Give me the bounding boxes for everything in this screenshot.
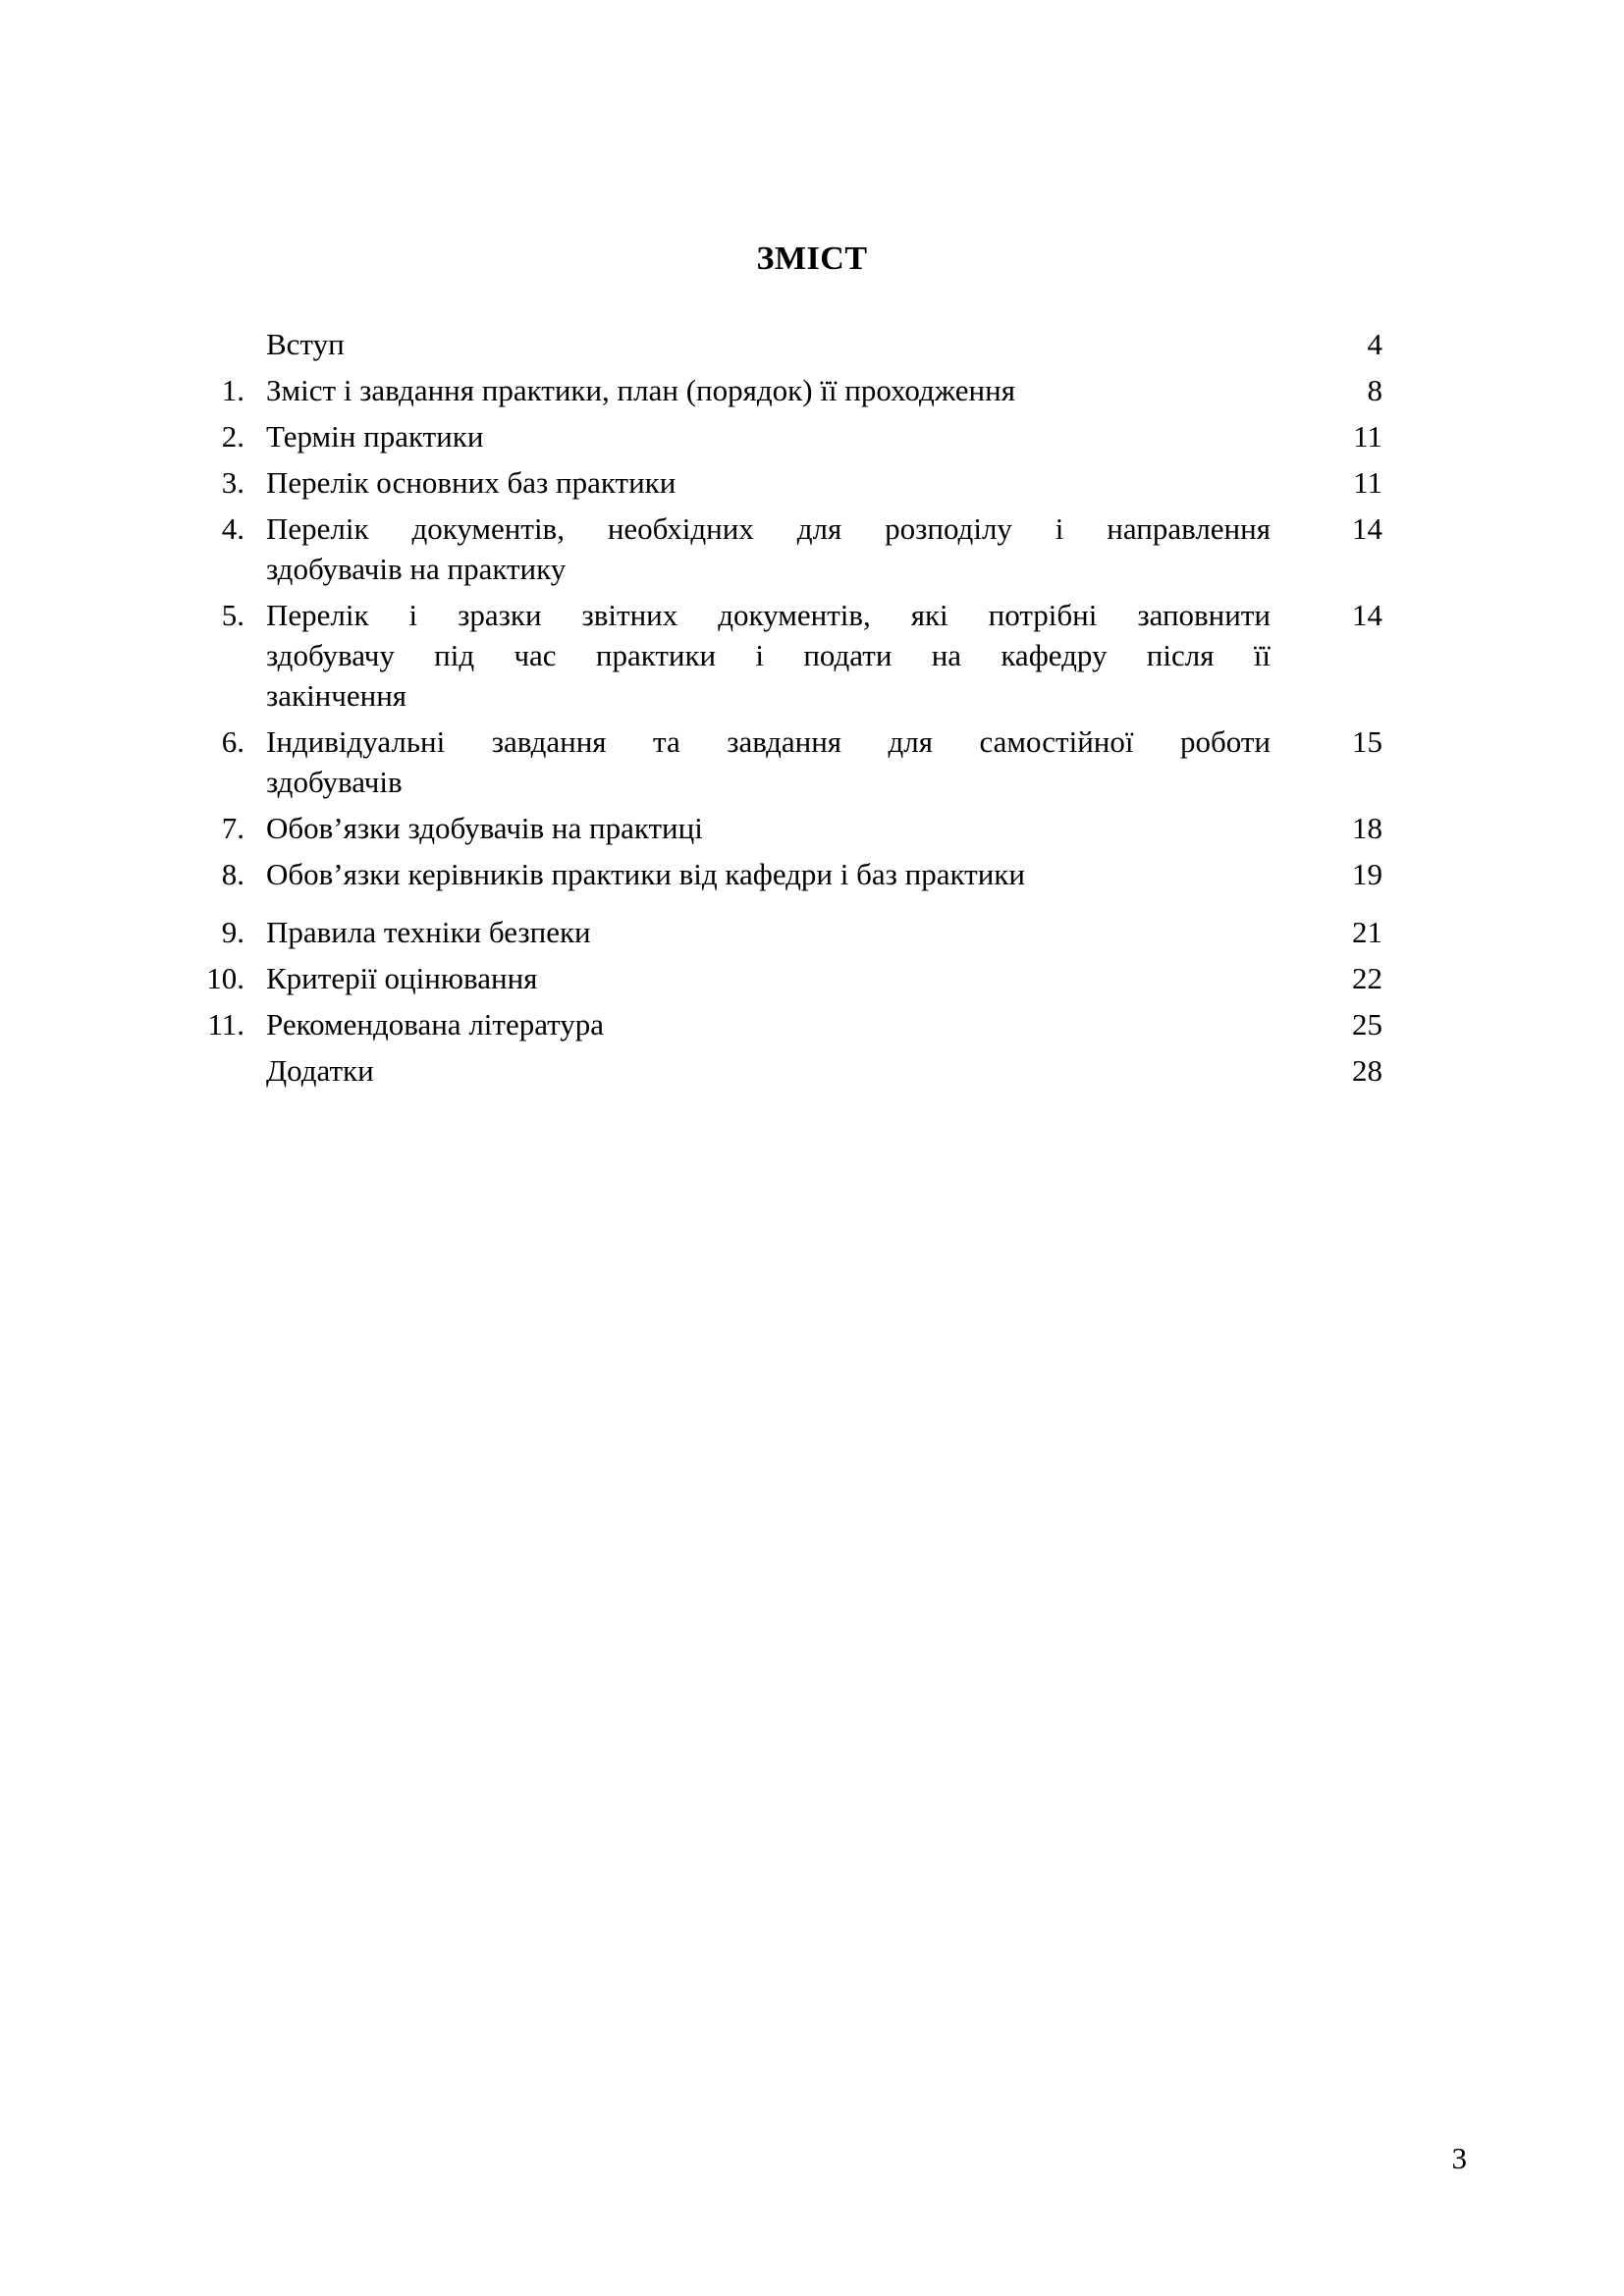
toc-entry-page-number: 22: [1352, 961, 1382, 995]
toc-entry-title[interactable]: [266, 595, 1298, 716]
toc-entry[interactable]: [189, 721, 1382, 802]
toc-entry-page-number: 28: [1352, 1053, 1382, 1088]
toc-entry-title[interactable]: Критерії оцінювання: [266, 961, 538, 995]
page-number-footer: 3: [1451, 2141, 1467, 2175]
toc-entry[interactable]: [189, 416, 1382, 456]
toc-entry[interactable]: [189, 808, 1382, 848]
toc-entry-page-number: 14: [1352, 598, 1382, 632]
toc-entry[interactable]: [189, 595, 1382, 716]
toc-entry-page-number: 15: [1352, 724, 1382, 759]
toc-entry-title[interactable]: [266, 508, 1298, 589]
toc-entry-title[interactable]: Додатки: [266, 1053, 374, 1088]
toc-entry-number: 11.: [207, 1007, 244, 1041]
toc-entry-page-number: 8: [1367, 373, 1382, 407]
toc-entry-title-line: здобувачів: [266, 765, 403, 799]
toc-entry-title[interactable]: Вступ: [266, 327, 345, 361]
toc-entry-number: 3.: [221, 465, 244, 500]
toc-entry-title[interactable]: Термін практики: [266, 419, 484, 454]
toc-entry[interactable]: [189, 912, 1382, 952]
toc-entry-title-line: Індивідуальні завдання та завдання для самостійної роботи: [266, 724, 1271, 759]
page-title: ЗМІСТ: [756, 240, 868, 277]
toc-entry-number: 8.: [221, 857, 244, 891]
table-of-contents: [189, 324, 1382, 1096]
toc-entry-title[interactable]: Правила техніки безпеки: [266, 915, 591, 949]
toc-entry-title-line: здобувачу під час практики і подати на кафедру після її: [266, 638, 1271, 672]
toc-entry-page-number: 25: [1352, 1007, 1382, 1041]
toc-entry-page-number: 19: [1352, 857, 1382, 891]
toc-entry-page-number: 21: [1352, 915, 1382, 949]
toc-entry-page-number: 11: [1353, 465, 1382, 500]
toc-entry-number: 6.: [221, 724, 244, 759]
toc-entry-title[interactable]: Обов’язки керівників практики від кафедри і баз практики: [266, 857, 1025, 891]
toc-entry[interactable]: [189, 1004, 1382, 1044]
toc-entry-title-line: здобувачів на практику: [266, 552, 567, 586]
toc-entry-title-line: Перелік документів, необхідних для розподілу і направлення: [266, 511, 1271, 546]
toc-entry-page-number: 11: [1353, 419, 1382, 454]
toc-entry-number: 4.: [221, 511, 244, 546]
toc-entry[interactable]: [189, 1050, 1382, 1091]
toc-entry-title-line: закінчення: [266, 678, 407, 713]
toc-entry-title-line: Перелік і зразки звітних документів, які потрібні заповнити: [266, 598, 1271, 632]
toc-entry[interactable]: [189, 854, 1382, 894]
toc-entry-title[interactable]: Обов’язки здобувачів на практиці: [266, 811, 703, 845]
toc-entry-page-number: 4: [1367, 327, 1382, 361]
toc-entry[interactable]: [189, 324, 1382, 364]
toc-entry-title[interactable]: Рекомендована література: [266, 1007, 605, 1041]
toc-entry-number: 9.: [221, 915, 244, 949]
toc-entry-title[interactable]: Зміст і завдання практики, план (порядок) її проходження: [266, 373, 1015, 407]
toc-entry-title[interactable]: Перелік основних баз практики: [266, 465, 677, 500]
toc-entry-page-number: 18: [1352, 811, 1382, 845]
toc-entry-number: 10.: [206, 961, 244, 995]
toc-entry-number: 5.: [221, 598, 244, 632]
toc-entry[interactable]: [189, 958, 1382, 998]
toc-entry[interactable]: [189, 370, 1382, 410]
toc-entry[interactable]: [189, 508, 1382, 589]
toc-entry-number: 7.: [221, 811, 244, 845]
toc-entry-page-number: 14: [1352, 511, 1382, 546]
toc-entry-number: 2.: [221, 419, 244, 454]
toc-entry-number: 1.: [221, 373, 244, 407]
toc-entry[interactable]: [189, 462, 1382, 503]
toc-entry-title[interactable]: [266, 721, 1298, 802]
